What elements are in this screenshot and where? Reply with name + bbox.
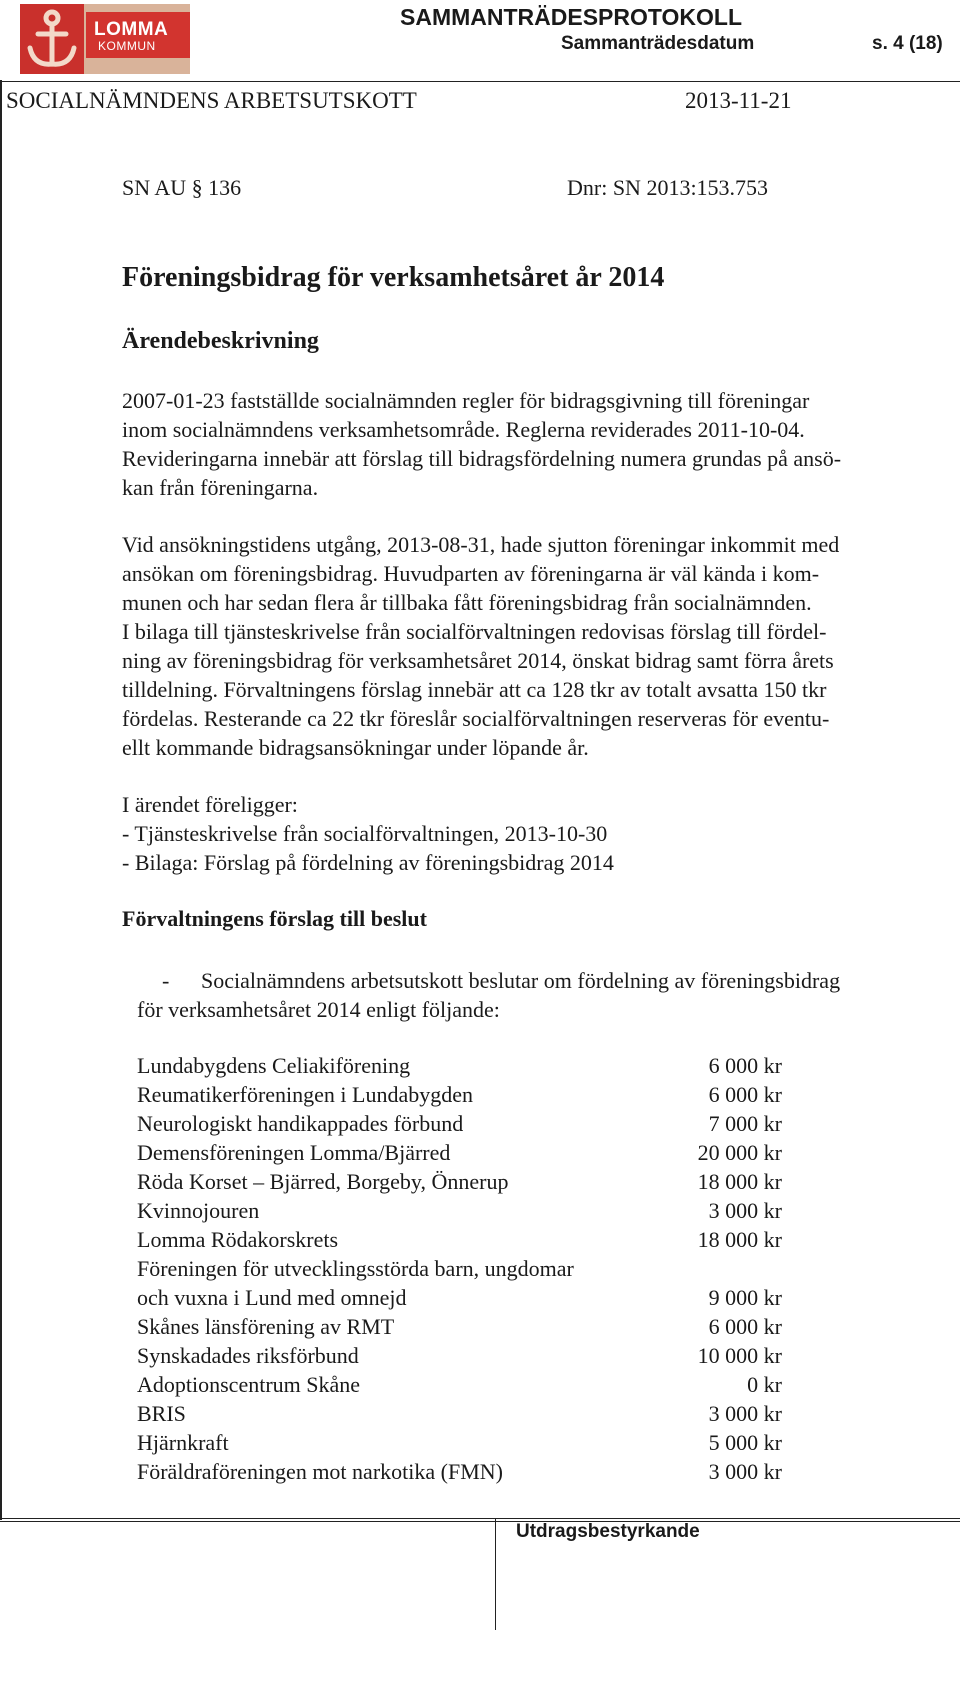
decision-line: Socialnämndens arbetsutskott beslutar om fördelning av föreningsbidrag: [201, 968, 841, 993]
allocation-name: Föreningen för utvecklingsstörda barn, ungdomar: [137, 1256, 574, 1281]
organization-name: SOCIALNÄMNDENS ARBETSUTSKOTT: [6, 88, 417, 113]
section-heading-proposal: Förvaltningens förslag till beslut: [122, 906, 427, 931]
allocation-name: Reumatikerföreningen i Lundabygden: [137, 1082, 474, 1107]
allocation-amount: 7 000 kr: [708, 1111, 782, 1136]
allocation-amount: 18 000 kr: [697, 1227, 782, 1252]
allocation-name: Demensföreningen Lomma/Bjärred: [137, 1140, 451, 1165]
allocation-amount: 0 kr: [747, 1372, 782, 1397]
allocation-amount: 20 000 kr: [697, 1140, 782, 1165]
left-margin-rule: [0, 80, 2, 1520]
case-reference: SN AU § 136: [122, 175, 242, 200]
section-heading-description: Ärendebeskrivning: [122, 328, 319, 354]
logo-name: LOMMA: [94, 19, 169, 40]
paragraph-line: - Tjänsteskrivelse från socialförvaltningen, 2013-10-30: [122, 821, 608, 846]
decision-line: för verksamhetsåret 2014 enligt följande:: [137, 997, 500, 1022]
paragraph-line: ansökan om föreningsbidrag. Huvudparten av föreningarna är väl kända i kom-: [122, 561, 820, 586]
paragraph-line: ellt kommande bidragsansökningar under löpande år.: [122, 735, 589, 760]
allocation-amount: 6 000 kr: [708, 1082, 782, 1107]
allocation-name: Adoptionscentrum Skåne: [137, 1372, 361, 1397]
allocation-name: och vuxna i Lund med omnejd: [137, 1285, 407, 1310]
document-title: SAMMANTRÄDESPROTOKOLL: [400, 4, 743, 30]
logo-brand-block: [86, 12, 190, 58]
paragraph-line: fördelas. Resterande ca 22 tkr föreslår socialförvaltningen reserveras för eventu-: [122, 706, 830, 731]
lomma-kommun-logo: [20, 4, 190, 74]
allocation-name: Lomma Rödakorskrets: [137, 1227, 339, 1252]
footer-divider: [0, 1521, 960, 1522]
allocation-name: BRIS: [137, 1401, 186, 1426]
page-number: s. 4 (18): [872, 33, 943, 54]
paragraph-line: kan från föreningarna.: [122, 475, 319, 500]
page-title: Föreningsbidrag för verksamhetsåret år 2014: [122, 262, 665, 293]
allocation-name: Kvinnojouren: [137, 1198, 260, 1223]
paragraph-line: I ärendet föreligger:: [122, 792, 298, 817]
paragraph-line: ning av föreningsbidrag för verksamhetsåret 2014, önskat bidrag samt förra årets: [122, 648, 834, 673]
allocation-amount: 3 000 kr: [708, 1198, 782, 1223]
paragraph-line: I bilaga till tjänsteskrivelse från socialförvaltningen redovisas förslag till fördel-: [122, 619, 827, 644]
paragraph-line: inom socialnämndens verksamhetsområde. Reglerna reviderades 2011-10-04.: [122, 417, 805, 442]
allocation-amount: 18 000 kr: [697, 1169, 782, 1194]
allocation-amount: 9 000 kr: [708, 1285, 782, 1310]
allocation-amount: 5 000 kr: [708, 1430, 782, 1455]
allocation-amount: 6 000 kr: [708, 1314, 782, 1339]
allocation-name: Röda Korset – Bjärred, Borgeby, Önnerup: [137, 1169, 509, 1194]
paragraph-line: munen och har sedan flera år tillbaka fått föreningsbidrag från socialnämnden.: [122, 590, 812, 615]
allocation-name: Hjärnkraft: [137, 1430, 229, 1455]
footer-certification-label: Utdragsbestyrkande: [516, 1521, 700, 1542]
header-divider: [0, 81, 960, 82]
footer-divider: [0, 1518, 960, 1519]
paragraph-line: - Bilaga: Förslag på fördelning av föreningsbidrag 2014: [122, 850, 614, 875]
allocation-amount: 3 000 kr: [708, 1401, 782, 1426]
allocation-amount: 6 000 kr: [708, 1053, 782, 1078]
allocation-name: Föräldraföreningen mot narkotika (FMN): [137, 1459, 503, 1484]
allocation-name: Synskadades riksförbund: [137, 1343, 359, 1368]
allocation-name: Neurologiskt handikappades förbund: [137, 1111, 464, 1136]
meeting-date-label: Sammanträdesdatum: [561, 33, 755, 54]
anchor-icon: [20, 4, 84, 74]
meeting-date: 2013-11-21: [685, 88, 792, 113]
decision-dash: -: [162, 968, 170, 993]
paragraph-line: tilldelning. Förvaltningens förslag innebär att ca 128 tkr av totalt avsatta 150 tkr: [122, 677, 827, 702]
allocation-name: Lundabygdens Celiakiförening: [137, 1053, 411, 1078]
logo-subtitle: KOMMUN: [98, 39, 156, 53]
allocation-amount: 10 000 kr: [697, 1343, 782, 1368]
paragraph-line: Revideringarna innebär att förslag till bidragsfördelning numera grundas på ansö-: [122, 446, 842, 471]
allocation-name: Skånes länsförening av RMT: [137, 1314, 395, 1339]
paragraph-line: 2007-01-23 fastställde socialnämnden regler för bidragsgivning till föreningar: [122, 388, 810, 413]
footer-column-divider: [495, 1518, 496, 1630]
case-dnr: Dnr: SN 2013:153.753: [567, 175, 769, 200]
paragraph-line: Vid ansökningstidens utgång, 2013-08-31, hade sjutton föreningar inkommit med: [122, 532, 840, 557]
allocation-amount: 3 000 kr: [708, 1459, 782, 1484]
